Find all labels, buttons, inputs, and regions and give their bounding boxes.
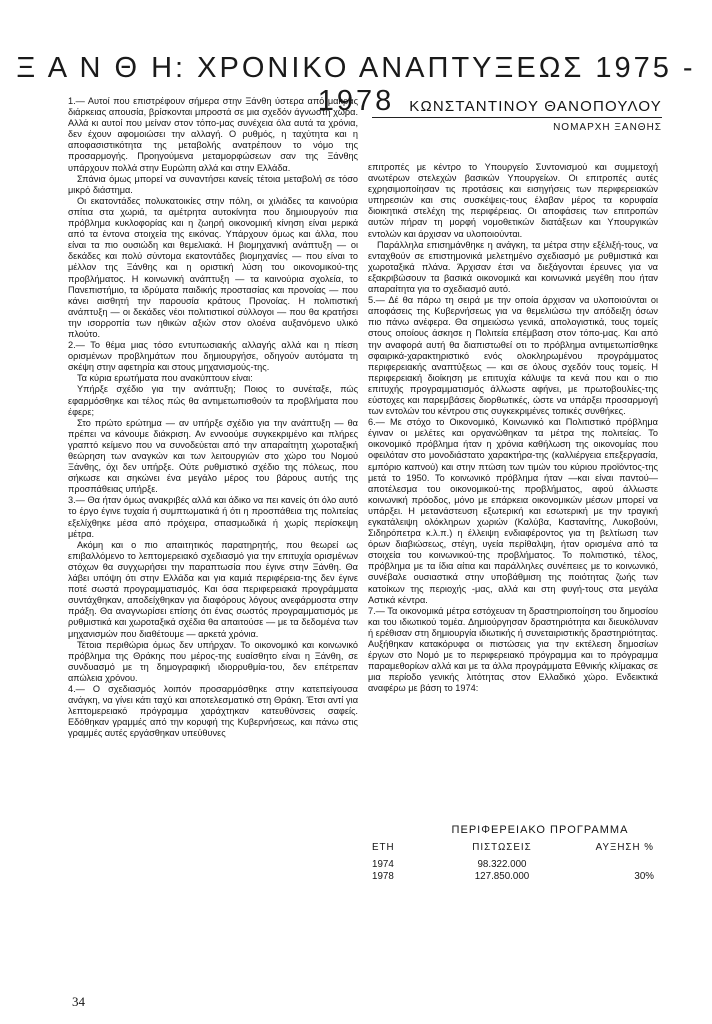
table-row [372, 871, 662, 883]
page-title: Ξ Α Ν Θ Η: ΧΡΟΝΙΚΟ ΑΝΑΠΤΥΞΕΩΣ 1975 - 1978 [16, 52, 696, 117]
table-cell-credits: 127.850.000 [474, 871, 530, 882]
program-table [372, 840, 662, 883]
paragraph: Τέτοια περιθώρια όμως δεν υπήρχαν. Το οικονομικό και κοινωνικό πρόβλημα της Θράκης που μέρος-της ευαίσθητο είναι η Ξάνθη, σε συνδυασμό με τη δημογραφική ιδιορρυθμία-του, δεν επέτρεπαν απώλεια χρόνου. [68, 639, 358, 683]
author-divider [372, 117, 662, 118]
paragraph: 7.— Τα οικονομικά μέτρα εστόχευαν τη δραστηριοποίηση του δημοσίου και του ιδιωτικού τομέα. Δημιούργησαν δραστηριότητα και διευκόλυναν ή ερέθισαν στη δημιουργία ιδιωτικής ή συνεταιριστικής δραστηριότητας. Αυξήθηκαν κατακόρυφα οι πιστώσεις για την εκτέλεση δημοσίων έργων στο Νομό με το περιφερειακό πρόγραμμα και το πρόγραμμα παραμεθορίων αλλά και με τα άλλα προγράμματα Εθνικής κλίμακας σε μια περίοδο γενικής λιτότητας στον Ελλαδικό χώρο. Ενδεικτικά αναφέρω με βάση το 1974: [368, 605, 658, 694]
column-header-years: ΕΤΗ [372, 842, 395, 853]
paragraph: Παράλληλα επισημάνθηκε η ανάγκη, τα μέτρα στην εξέλιξή-τους, να ενταχθούν σε επιστημονικά μελετημένο σχεδιασμό με ρυθμιστικά και χωροταξικά πλάνα. Άρχισαν έτσι να διεξάγονται έρευνες για να εξακριβώσουν τα βασικά οικονομικά και κοινωνικά μεγέθη που ήταν απαραίτητα για το σχεδιασμό αυτό. [368, 239, 658, 295]
article-right-column [368, 162, 658, 812]
table-cell-increase: 30% [634, 871, 654, 882]
program-table-title: ΠΕΡΙΦΕΡΕΙΑΚΟ ΠΡΟΓΡΑΜΜΑ [451, 824, 629, 836]
paragraph: 6.— Με στόχο το Οικονομικό, Κοινωνικό και Πολιτιστικό πρόβλημα έγιναν οι μελέτες και οργανώθηκαν τα μέτρα της πολιτείας. Το οικονομικό πρόβλημα ήταν η χρόνια καθήλωση της οικονομίας που οφειλόταν στο μονοδιάστατο χαρακτήρα-της (καλλιέργεια επεξεργασία, εμπόριο καπνού) και στην πτώση των τιμών του κύριου προϊόντος-της μετά το 1950. Το κοινωνικό πρόβλημα ήταν —και είναι παντού— αποτέλεσμα του οικονομικού-της προβλήματος, αφού άλλωστε κοινωνική πρόοδος, μόνο με επάρκεια οικονομικών μέσων μπορεί να υπάρξει. Η μετανάστευση εξωτερική και εσωτερική με την τραγική εγκατάλειψη ολόκληρων χωριών (Καλύβα, Καστανίτης, Λυκοβούνι, Σιδηρόπετρα κ.λ.π.) η έλλειψη ενδιαφέροντος για τη βελτίωση των όρων διαβιώσεως, στέγη, υγεία περίθαλψη, ήταν ορισμένα από τα στοιχεία του κοινωνικού-της προβλήματος. Το πολιτιστικό, τέλος, πρόβλημα με τα ίδια αίτια και παράλληλες συνέπειες με το κοινωνικό, συνέβαλε ουσιαστικά στην υποβάθμιση της ποιότητας ζωής των κατοίκων της περιοχής -μας, αλλά και στη φυγή-τους στα μεγάλα Αστικά κέντρα. [368, 417, 658, 605]
table-cell-increase [557, 859, 662, 871]
author-role: ΝΟΜΑΡΧΗ ΞΑΝΘΗΣ [553, 122, 662, 133]
author-name: ΚΩΝΣΤΑΝΤΙΝΟΥ ΘΑΝΟΠΟΥΛΟΥ [409, 98, 662, 115]
paragraph: Υπήρξε σχέδιο για την ανάπτυξη; Ποιος το συνέταξε, πώς εφαρμόσθηκε και τέλος πώς θα αντιμετωπισθούν τα προβλήματα που έφερε; [68, 384, 358, 417]
paragraph: 3.— Θα ήταν όμως ανακριβές αλλά και άδικο να πει κανείς ότι όλο αυτό το έργο έγινε τυχαία ή συμπτωματικά ή ότι η προσπάθεια της πολιτείας εξελίχθηκε μέσα από πρόχειρα, σπασμωδικά ή χωρίς περίσκεψη μέτρα. [68, 495, 358, 539]
paragraph: Σπάνια όμως μπορεί να συναντήσει κανείς τέτοια μεταβολή σε τόσο μικρό διάστημα. [68, 173, 358, 195]
paragraph: 5.— Δέ θα πάρω τη σειρά με την οποία άρχισαν να υλοποιούνται οι αποφάσεις της Κυβερνήσεως για να θεμελιώσω την απόδειξη όσων πιο πάνω ανέφερα. Θα σημειώσω γενικά, απολογιστικά, τους τομείς στους οποίους άσκησε η Πολιτεία επέμβαση στον τόπο-μας. Και από την αναφορά αυτή θα διαπιστωθεί οτι το πρόβλημα αντιμετωπίσθηκε σφαιρικά-χαρακτηριστικό ενός ολοκληρωμένου προγράμματος περιφερειακής αναπτύξεως — και σε όλους σχεδόν τους τομείς. Η περιφερειακή διοίκηση με επιτυχία κάλυψε τα κενά που και ο πιο επιτυχής προγραμματισμός άλλωστε αφήνει, με πρωτοβουλίες-της εύστοχες και παρεμβάσεις διορθωτικές, ώστε να υπάρξει προσαρμογή των εντολών του κέντρου στις συγκεκριμένες τοπικές συνθήκες. [368, 295, 658, 417]
table-cell-year: 1974 [372, 859, 394, 870]
page-number: 34 [72, 994, 85, 1009]
paragraph: Ακόμη και ο πιο απαιτητικός παρατηρητής, που θεωρεί ως επιβαλλόμενο το λεπτομερειακό σχεδιασμό για την επιτυχία ορισμένων στόχων θα συγχωρήσει την παραπτωσία που έγινε στην Ξάνθη. Θα λάβει υπόψη ότι στην Ελλάδα και για καμιά περιφέρεια-της δεν έγινε ποτέ σωστά προγραμματισμός. Και όσα περιφερειακά προγράμματα συντάχθηκαν, αποδείχθηκαν για διαφόρους λόγους ανεφάρμοστα στην πράξη. Θα αναγνωρίσει επίσης ότι ένας σωστός προγραμματισμός με ρυθμιστικά και χωροταξικά σχέδια θα απαιτούσε — με τα δεδομένα των μηχανισμών που διαθέτουμε — αρκετά χρόνια. [68, 539, 358, 639]
paragraph: Τα κύρια ερωτήματα που ανακύπτουν είναι: [77, 373, 253, 384]
paragraph: Στο πρώτο ερώτημα — αν υπήρξε σχέδιο για την ανάπτυξη — θα πρέπει να κάνουμε διάκριση. Αν εννοούμε συγκεκριμένο και πλήρες γραπτό κείμενο που να συνοδεύεται από την απαραίτητη χωροταξική θεώρηση των αναγκών και των λειτουργιών στο χώρο του Νομού Ξάνθης, όχι δεν υπήρξε. Ούτε ρυθμιστικό σχέδιο της πόλεως, που σήκωσε και σηκώνει ένα μεγάλο μέρος του βάρους αυτής της προσπάθειας υπήρξε. [68, 417, 358, 495]
article-left-column [68, 96, 358, 981]
paragraph: 1.— Αυτοί που επιστρέφουν σήμερα στην Ξάνθη ύστερα από μακράς διάρκειας απουσία, βρίσκονται μπροστά σε μια σχεδόν άγνωστη χώρα. Αλλά κι αυτοί που μείναν στον τόπο-μας συνέχεια όλα αυτά τα χρόνια, δεν έχουν αφομοιώσει την αλλαγή. Ο ρυθμός, η ταχύτητα και η αποφασιστικότητα της μεταβολής ανατρέπουν το νόμο της προσαρμογής. Προηγούμενα μεταμορφώσεων σαν της Ξάνθης υπάρχουν πολλά στην Ευρώπη αλλά και στην Ελλάδα. [68, 96, 358, 173]
table-cell-year: 1978 [372, 871, 394, 882]
paragraph: 2.— Το θέμα μιας τόσο εντυπωσιακής αλλαγής αλλά και η πίεση ορισμένων προβλημάτων που δημιουργήσε, οδηγούν αυτόματα τη σκέψη στην αφετηρία και στους μηχανισμούς-της. [68, 340, 358, 373]
paragraph: Οι εκατοντάδες πολυκατοικίες στην πόλη, οι χιλιάδες τα καινούρια σπίτια στα χωριά, τα αμέτρητα αυτοκίνητα που δημιουργούν πια πρόβλημα κυκλοφορίας και η ζωηρή οικονομική κίνηση είναι μερικά από τα έντονα στοιχεία της εικόνας. Υπάρχουν όμως και άλλα, που είναι τα πιο ουσιώδη και θεμελιακά. Η βιομηχανική ανάπτυξη — οι δεκάδες και πολύ σύντομα εκατοντάδες βιομηχανίες — που είναι το μέλλον της Ξάνθης και η οριστική λύση του οικονομικού-της προβλήματος. Η κοινωνική ανάπτυξη — τα καινούρια σχολεία, το Πανεπιστήμιο, τα ιδρύματα παιδικής προστασίας και προνοίας — που κάνει αισθητή την παρουσία κράτους Προνοίας. Η πολιτιστική ανάπτυξη — οι δεκάδες νέοι πολιτιστικοί σύλλογοι — που θα κρατήσει την ισορροπία των ηθικών αξιών στον ολοένα αυξανόμενο υλικό πλούτο. [68, 195, 358, 339]
table-header-row [372, 840, 662, 859]
table-row [372, 859, 662, 871]
table-cell-credits: 98.322.000 [477, 859, 527, 870]
column-header-credits: ΠΙΣΤΩΣΕΙΣ [472, 842, 532, 853]
paragraph: 4.— Ο σχεδιασμός λοιπόν προσαρμόσθηκε στην κατεπείγουσα ανάγκη, να γίνει κάτι ταχύ και αποτελεσματικό στη Θράκη. Έτσι αντί για λεπτομερειακό πρόγραμμα χαράχτηκαν κατευθύνσεις σαφείς. Εδόθηκαν γραμμές από την κορυφή της Κυβερνήσεως, και πάνω στις γραμμές αυτές εργάσθηκαν υπεύθυνες [68, 683, 358, 739]
column-header-increase: ΑΥΞΗΣΗ % [595, 842, 654, 853]
paragraph: επιτροπές με κέντρο το Υπουργείο Συντονισμού και συμμετοχή ανωτέρων στελεχών βασικών Υπουργείων. Οι επιτροπές αυτές εχρησιμοποίησαν τις προτάσεις και εισηγήσεις των περιφερειακών υπηρεσιών και στις συσκέψεις-τους έλαβαν μέρος τα κορυφαία διοικητικά στελέχη της περιφέρειας. Οι αποφάσεις των επιτροπών αυτών πήραν τη μορφή νομοθετικών διατάξεων και Υπουργικών εντολών και άρχισαν να υλοποιούνται. [368, 162, 658, 239]
